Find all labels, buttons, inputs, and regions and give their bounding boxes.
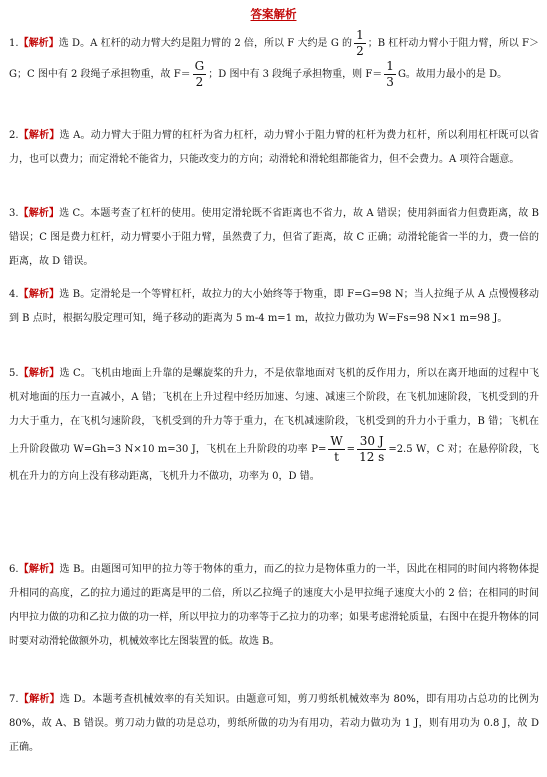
item-text: 选 D。A 杠杆的动力臂大约是阻力臂的 2 倍，所以 F 大约是 G 的 bbox=[58, 38, 353, 49]
item-text: 选 C。飞机由地面上升靠的是螺旋桨的升力，不是依靠地面对飞机的反作用力，所以在离开地面的过程中飞机对地面的压力一直减小，A 错；飞机在上升过程中经历加速、匀速、减速三个阶段，在飞机加速阶段，飞机受到的升力大于重力，在飞机匀速阶段，飞机受到的升力等于重力，在飞机减速阶段，飞机受到的升力小于重力，B 错；飞机在上升阶段做功 W=Gh=3 N×10 m=30 J，飞机在上升阶段的功率 P= bbox=[9, 368, 539, 455]
analysis-tag: 【解析】 bbox=[18, 38, 59, 49]
fraction: $\frac{1}{2}$ bbox=[356, 28, 364, 58]
item-number: 6. bbox=[9, 564, 19, 575]
answer-item-3 bbox=[9, 202, 539, 274]
item-number: 3. bbox=[9, 208, 19, 219]
page-title: 答案解析 bbox=[250, 7, 297, 21]
analysis-tag: 【解析】 bbox=[18, 130, 60, 141]
item-text: G。故用力最小的是 D。 bbox=[397, 69, 508, 80]
fraction: $\frac{G}{2}$ bbox=[194, 59, 205, 89]
item-number: 4. bbox=[9, 289, 19, 300]
item-text: 选 D。本题考查机械效率的有关知识。由题意可知，剪刀剪纸机械效率为 80%，即有用功占总功的比例为 80%，故 A、B 错误。剪刀动力做的功是总功，剪纸所做的功为有用功，若动力做功为 1 J，则有用功为 0.8 J，故 D 正确。 bbox=[9, 694, 539, 753]
item-number: 2. bbox=[9, 130, 19, 141]
answer-item-6 bbox=[9, 558, 539, 654]
item-text: ；B 杠杆动力臂小于阻力臂，所以 F＞G；C 图中有 2 段绳子承担物重，故 F＝ bbox=[9, 38, 539, 80]
equals-sign: = bbox=[346, 444, 356, 455]
answer-item-1 bbox=[9, 28, 539, 90]
analysis-tag: 【解析】 bbox=[18, 694, 60, 705]
analysis-tag: 【解析】 bbox=[18, 564, 60, 575]
answer-item-5 bbox=[9, 362, 539, 489]
item-text: 选 B。定滑轮是一个等臂杠杆，故拉力的大小始终等于物重，即 F=G=98 N；当人拉绳子从 A 点慢慢移动到 B 点时，根据勾股定理可知，绳子移动的距离为 5 m-4 m=1 m，故拉力做功为 W=Fs=98 N×1 m=98 J。 bbox=[9, 289, 540, 324]
fraction: $\frac{W}{t}$ bbox=[330, 434, 343, 464]
item-text: ；D 图中有 3 段绳子承担物重，则 F＝ bbox=[208, 69, 383, 80]
item-text: 选 C。本题考查了杠杆的使用。使用定滑轮既不省距离也不省力，故 A 错误；使用斜面省力但费距离，故 B 错误；C 图是费力杠杆，动力臂要小于阻力臂，虽然费了力，但省了距离，故 C 正确；动滑轮能省一半的力，费一倍的距离，故 D 错误。 bbox=[9, 208, 540, 267]
item-text: =2.5 W，C 对；在悬停阶段，飞机在升力的方向上没有移动距离，飞机升力不做功，功率为 0，D 错。 bbox=[9, 444, 539, 482]
item-number: 5. bbox=[9, 368, 19, 379]
item-text: 选 A。动力臂大于阻力臂的杠杆为省力杠杆，动力臂小于阻力臂的杠杆为费力杠杆，所以利用杠杆既可以省力，也可以费力；而定滑轮不能省力，只能改变力的方向；动滑轮和滑轮组都能省力，但不会费力。A 项符合题意。 bbox=[9, 130, 539, 165]
item-number: 7. bbox=[9, 694, 19, 705]
answer-item-4 bbox=[9, 283, 539, 331]
analysis-tag: 【解析】 bbox=[18, 208, 60, 219]
analysis-tag: 【解析】 bbox=[18, 289, 60, 300]
answer-item-7 bbox=[9, 688, 539, 760]
item-number: 1. bbox=[9, 38, 19, 49]
fraction: $\frac{1}{3}$ bbox=[386, 59, 394, 89]
answer-item-2 bbox=[9, 124, 539, 172]
analysis-tag: 【解析】 bbox=[18, 368, 60, 379]
item-text: 选 B。由题图可知甲的拉力等于物体的重力，而乙的拉力是物体重力的一半，因此在相同的时间内将物体提升相同的高度，乙的拉力通过的距离是甲的二倍，所以乙拉绳子的速度大小是甲拉绳子速度大小的 2 倍；在相同的时间内甲拉力做的功和乙拉力做的功一样，所以甲拉力的功率等于乙拉力的功率；如果考虑滑轮质量，右图中在提升物体的同时要对动滑轮做额外功，机械效率比左图装置的低。故选 B。 bbox=[9, 564, 540, 647]
fraction: $\frac{30 J}{12 s}$ bbox=[359, 434, 385, 464]
